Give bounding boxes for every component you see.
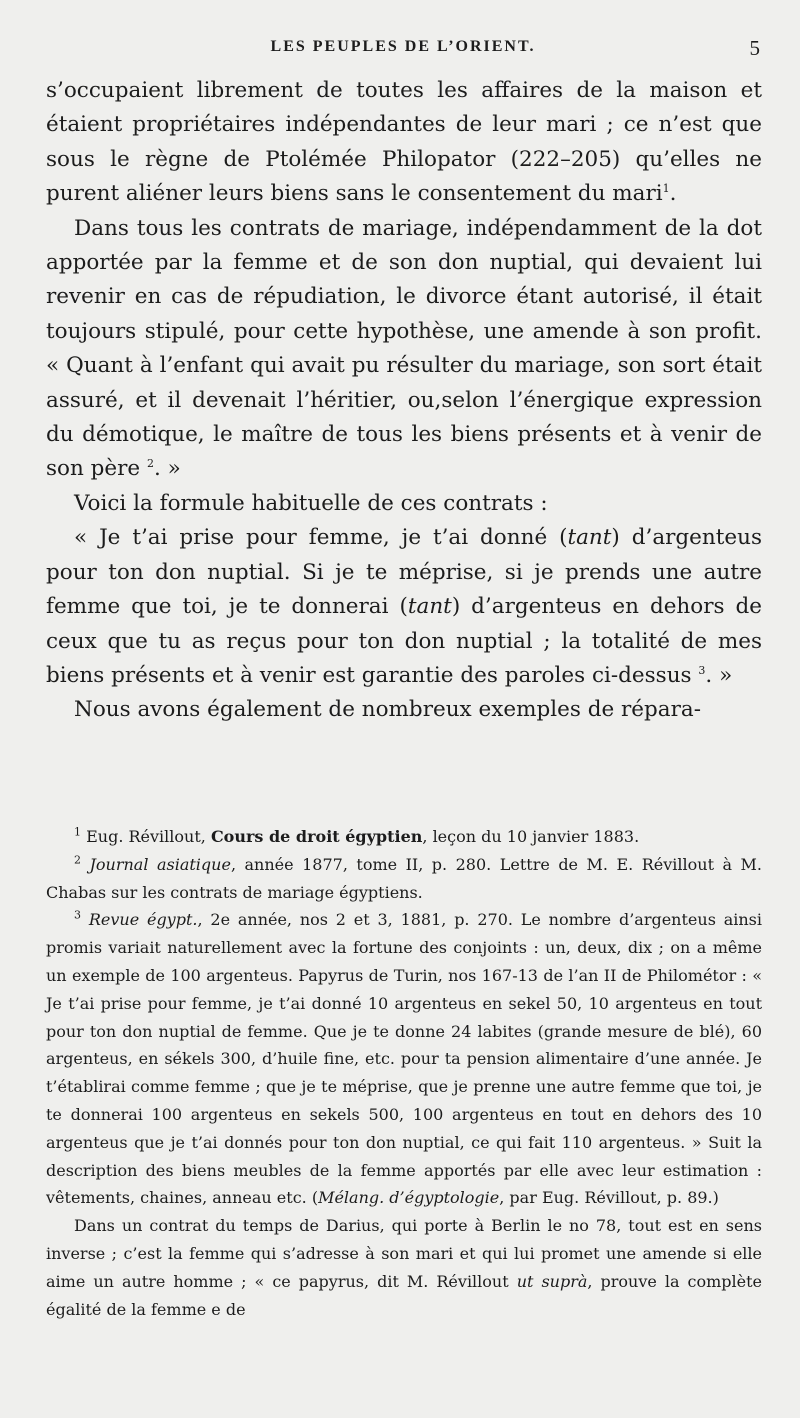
paragraph-text: ) d’argenteus en dehors de ceux que tu as reçus pour ton don nuptial ; la totalité de mes biens présents et à venir est garantie des paroles ci-dessus — [46, 594, 762, 688]
paragraph-text: ) d’argenteus pour ton don nuptial. Si je te méprise, si je prends une autre femme que toi, je te donnerai ( — [46, 525, 762, 620]
footnote-ref: 1 — [662, 182, 670, 196]
paragraph — [46, 693, 762, 727]
paragraph-text: s’occupaient librement de toutes les affaires de la maison et étaient propriétaires indépendantes de leur mari ; ce n’est que sous le règne de Ptolémée Philopator (222–205) qu’elles ne purent aliéner leurs biens sans le consentement du mari — [46, 78, 762, 207]
page-header — [46, 36, 760, 66]
footnote-number: 3 — [74, 909, 81, 923]
main-text — [46, 74, 762, 728]
italic-text: tant — [407, 594, 452, 620]
paragraph-text: Voici la formule habituelle de ces contrats : — [74, 490, 548, 516]
footnote-3 — [46, 906, 762, 1212]
italic-text: Mélang. d’égyptologie — [318, 1188, 500, 1208]
paragraph — [46, 74, 762, 212]
footnotes — [46, 823, 762, 1323]
footnote-text: , prouve la complète égalité de la femme e de — [46, 1271, 763, 1319]
running-title: LES PEUPLES DE L’ORIENT. — [270, 38, 536, 55]
footnote-ref: 3 — [698, 663, 706, 677]
bold-text: Cours de droit égyptien — [210, 827, 423, 846]
paragraph-text: « Je t’ai prise pour femme, je t’ai donné ( — [74, 525, 568, 551]
footnote-text: , année 1877, tome II, p. 280. Lettre de M. E. Révillout à M. Chabas sur les contrats de mariage égyptiens. — [46, 854, 763, 902]
paragraph — [46, 521, 762, 693]
paragraph-text: . — [669, 181, 677, 207]
footnote-number: 2 — [74, 853, 81, 867]
paragraph — [46, 212, 762, 487]
italic-text: Journal asiatique — [89, 854, 231, 874]
footnote-text: , 2e année, nos 2 et 3, 1881, p. 270. Le nombre d’argenteus ainsi promis variait naturellement avec la fortune des conjoints : un, deux, dix ; on a même un exemple de 100 argenteus. Papyrus de Turin, nos 167-13 de l’an II de Philométor : « Je t’ai prise pour femme, je t’ai donné 10 argenteus en sekel 50, 10 argenteus en tout pour ton don nuptial de femme. Que je te donne 24 labites (grande mesure de blé), 60 argenteus, en sékels 300, d’huile fine, etc. pour ta pension alimentaire d’une année. Je t’établirai comme femme ; que je te méprise, que je prenne une autre femme que toi, je te donnerai 100 argenteus en sekels 500, 100 argenteus en tout en dehors des 10 argenteus que je t’ai donnés pour ton don nuptial, ce qui fait 110 argenteus. » Suit la description des biens meubles de la femme apportés par elle avec leur estimation : vêtements, chaines, anneau etc. ( — [46, 910, 763, 1208]
footnote-ref: 2 — [147, 457, 154, 471]
paragraph-text: Nous avons également de nombreux exemples de répara- — [74, 697, 701, 723]
footnote-number: 1 — [74, 825, 81, 839]
paragraph-text: Dans tous les contrats de mariage, indépendamment de la dot apportée par la femme et de son don nuptial, qui devaient lui revenir en cas de répudiation, le divorce étant autorisé, il était toujours stipulé, pour cette hypothèse, une amende à son profit. « Quant à l’enfant qui avait pu résulter du mariage, son sort était assuré, et il devenait l’héritier, ou,selon l’énergique expression du démotique, le maître de tous les biens présents et à venir de son père — [46, 215, 762, 482]
italic-text: tant — [567, 525, 612, 551]
footnote-text: , par Eug. Révillout, p. 89.) — [499, 1188, 719, 1208]
footnote-text: Dans un contrat du temps de Darius, qui porte à Berlin le no 78, tout est en sens inverse ; c’est la femme qui s’adresse à son mari et qui lui promet une amende si elle aime un autre homme ; « ce papyrus, dit M. Révillout — [46, 1216, 762, 1291]
paragraph-text: . » — [154, 456, 181, 482]
paragraph-text: . » — [705, 662, 733, 688]
footnote-text: , leçon du 10 janvier 1883. — [422, 827, 640, 846]
italic-text: ut suprà — [516, 1271, 588, 1291]
page-number: 5 — [749, 36, 760, 60]
footnote-3-continuation — [46, 1212, 762, 1323]
footnote-2 — [46, 851, 762, 907]
footnote-text: Eug. Révillout, — [86, 827, 211, 846]
footnote-1 — [46, 823, 762, 851]
italic-text: Revue égypt. — [88, 910, 198, 930]
paragraph — [46, 487, 762, 521]
